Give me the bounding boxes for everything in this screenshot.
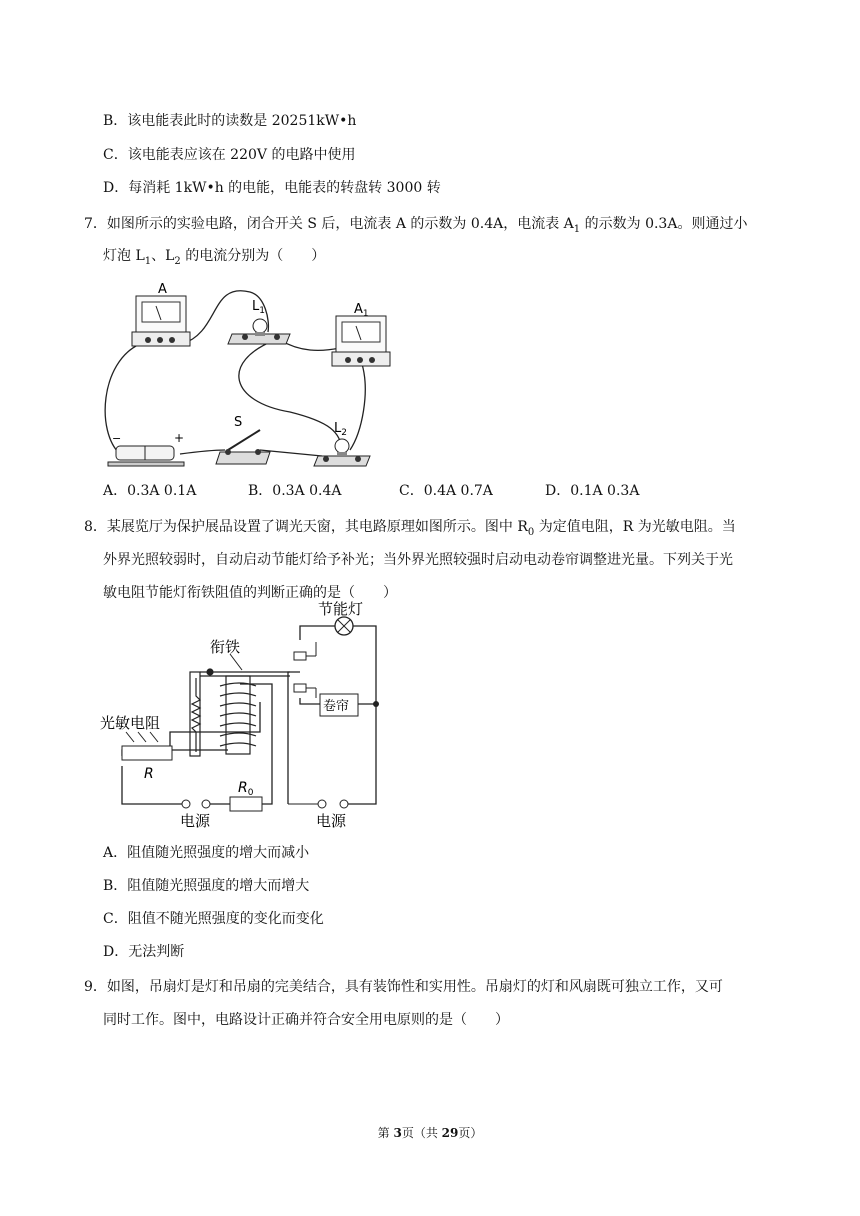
power-source-right <box>288 800 348 830</box>
svg-text:电源: 电源 <box>180 812 211 830</box>
svg-text:A: A <box>158 282 167 297</box>
q6-option-b: B．该电能表此时的读数是 20251kW•h <box>103 113 357 129</box>
svg-text:+: + <box>174 431 185 445</box>
svg-text:卷帘: 卷帘 <box>323 699 350 714</box>
power-source-left <box>180 800 211 830</box>
q7-circuit-figure <box>100 282 390 466</box>
electromagnet <box>190 669 290 756</box>
ammeter-a <box>132 282 190 346</box>
bulb-l2 <box>314 421 370 466</box>
battery <box>108 431 184 466</box>
q9-stem-line2: 同时工作。图中，电路设计正确并符合安全用电原则的是（ ） <box>103 1012 509 1028</box>
resistor-r0 <box>230 780 262 811</box>
q7-option-a: A．0.3A 0.1A <box>103 483 197 499</box>
q7-stem-line1: 7．如图所示的实验电路，闭合开关 S 后，电流表 A 的示数为 0.4A，电流表 $A_1$ 的示数为 0.3A。则通过小 <box>84 216 748 235</box>
svg-text:A1: $A_1$ <box>354 302 369 319</box>
relay-contacts <box>294 642 316 698</box>
q8-option-a: A．阻值随光照强度的增大而减小 <box>103 845 310 861</box>
svg-text:S: S <box>234 415 243 430</box>
q8-circuit-figure <box>100 600 385 832</box>
q7-option-b: B．0.3A 0.4A <box>248 483 342 499</box>
q7-option-c: C．0.4A 0.7A <box>399 483 493 499</box>
svg-text:L1: $L_1$ <box>252 299 265 316</box>
q6-option-c: C．该电能表应该在 220V 的电路中使用 <box>103 147 356 163</box>
page-footer: 第 3页（共 29页） <box>377 1126 483 1140</box>
energy-saving-lamp <box>318 600 363 635</box>
q8-stem-line1: 8．某展览厅为保护展品设置了调光天窗，其电路原理如图所示。图中 $R_0$ 为定值电阻，R 为光敏电阻。当 <box>84 519 736 538</box>
svg-text:−: − <box>112 432 122 445</box>
bulb-l1 <box>228 299 290 344</box>
q7-stem-line2: 灯泡 $L_1$、$L_2$ 的电流分别为（ ） <box>103 248 326 267</box>
photoresistor <box>100 714 172 782</box>
svg-text:R0: $R_0$ <box>238 780 254 798</box>
svg-text:节能灯: 节能灯 <box>318 600 364 618</box>
svg-text:L2: $L_2$ <box>334 421 347 438</box>
q8-stem-line3: 敏电阻节能灯衔铁阻值的判断正确的是（ ） <box>103 585 397 601</box>
q7-option-d: D．0.1A 0.3A <box>545 483 640 499</box>
q6-option-d: D．每消耗 1kW•h 的电能，电能表的转盘转 3000 转 <box>103 180 441 196</box>
q8-option-d: D．无法判断 <box>103 944 185 960</box>
armature-label: 衔铁 <box>210 638 241 656</box>
svg-text:电源: 电源 <box>316 812 347 830</box>
q8-option-b: B．阻值随光照强度的增大而增大 <box>103 878 310 894</box>
curtain-motor <box>320 694 358 716</box>
svg-text:R: R <box>144 766 154 782</box>
svg-text:光敏电阻: 光敏电阻 <box>100 714 161 732</box>
switch-s <box>216 415 270 464</box>
q8-stem-line2: 外界光照较弱时，自动启动节能灯给予补光；当外界光照较强时启动电动卷帘调整进光量。下列关于光 <box>103 552 733 568</box>
q8-option-c: C．阻值不随光照强度的变化而变化 <box>103 911 324 927</box>
q7-options <box>103 481 743 503</box>
q9-stem-line1: 9．如图，吊扇灯是灯和吊扇的完美结合，具有装饰性和实用性。吊扇灯的灯和风扇既可独立工作，又可 <box>84 979 723 995</box>
ammeter-a1 <box>332 302 390 366</box>
